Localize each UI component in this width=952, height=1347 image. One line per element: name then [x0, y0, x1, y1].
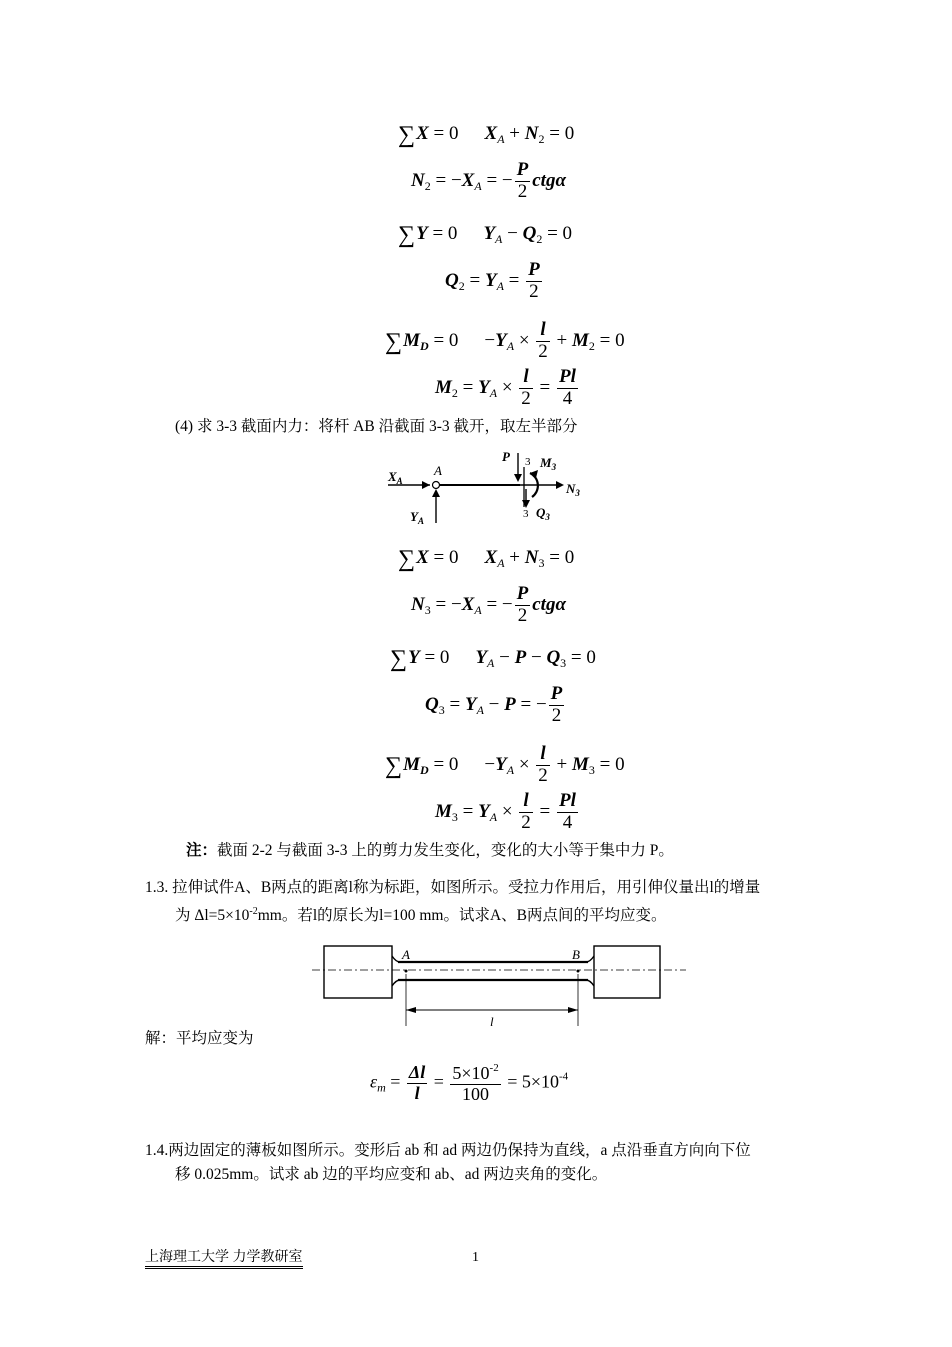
point-b [577, 970, 580, 973]
equation-sum-y-3: ∑Y = 0 $Y_A - P - Q_3 = 0$ [390, 646, 596, 672]
problem-1-3-line2: 为 $\Delta l=5\times 10^{-2}mm$。若l的原长为l=100 mm。试求A、B两点间的平均应变。 [175, 906, 667, 925]
equation-sum-x-2: ∑X = 0 $X_A + N_2 = 0$ [398, 122, 575, 148]
svg-text:Q3: $Q_3$ [536, 505, 550, 522]
equation-n2: $N_2 = -X_A$ = − $\frac{P}{2}$ ctgα [411, 159, 566, 202]
fig-label-a: A [402, 947, 410, 962]
equation-m3: $M_3 = Y_A$ × $\frac{l}{2}$ = $\frac{Pl}{4}$ [435, 790, 576, 833]
note-label: 注： [186, 842, 218, 859]
equation-sum-x-3: ∑X = 0 $X_A + N_3 = 0$ [398, 546, 575, 572]
free-body-diagram-3-3 [380, 445, 600, 530]
svg-text:XA: $X_A$ [388, 469, 403, 486]
solution-label: 解：平均应变为 [145, 1030, 254, 1047]
equation-m2: $M_2 = Y_A$ × $\frac{l}{2}$ = $\frac{Pl}{4}$ [435, 366, 576, 409]
svg-text:M3: $M_3$ [540, 455, 557, 472]
footer-institution: 上海理工大学 力学教研室 [145, 1250, 303, 1269]
note-paragraph [186, 840, 674, 862]
svg-text:3: 3 [525, 456, 531, 468]
equation-sum-y-2: ∑Y = 0 $Y_A - Q_2 = 0$ [398, 222, 573, 248]
right-grip [594, 946, 660, 998]
equation-sum-m-2: $\sum M_D = 0 -Y_A$ × $\frac{l}{2}$ + $M_2 = 0$ [385, 319, 625, 362]
equation-sum-m-3: $\sum M_D = 0 -Y_A$ × $\frac{l}{2}$ + $M_3 = 0$ [385, 743, 625, 786]
equation-q2: $Q_2 = Y_A$ = $\frac{P}{2}$ [445, 259, 540, 302]
left-grip [324, 946, 392, 998]
svg-text:YA: $Y_A$ [410, 509, 424, 526]
problem-1-4-line2: 移 0.025mm。试求 ab 边的平均应变和 ab、ad 两边夹角的变化。 [175, 1166, 608, 1183]
pin-a [433, 482, 440, 489]
point-a [405, 970, 408, 973]
problem-1-4-line1: 1.4.两边固定的薄板如图所示。变形后 ab 和 ad 两边仍保持为直线，a 点沿垂直方向向下位 [145, 1142, 751, 1159]
problem-1-3-line1: 1.3. 拉伸试件A、B两点的距离l称为标距，如图所示。受拉力作用后，用引伸仪量出l的增量 [145, 879, 761, 896]
footer-page-number: 1 [472, 1250, 479, 1265]
equation-q3: $Q_3 = Y_A - P$ = − $\frac{P}{2}$ [425, 683, 563, 726]
equation-average-strain: $\varepsilon_m$ = $\frac{\Delta l}{l}$ = $\frac{5\times 10^{-2}}{100}$ = $5\times 10^{-4}$ [370, 1062, 569, 1104]
svg-text:3: 3 [523, 508, 529, 520]
fig-label-l: l [490, 1014, 494, 1029]
fig-label-b: B [572, 947, 580, 962]
tensile-specimen-figure [310, 940, 690, 1030]
note-text: 截面 2-2 与截面 3-3 上的剪力发生变化，变化的大小等于集中力 P。 [217, 842, 674, 859]
svg-text:N3: $N_3$ [566, 481, 580, 498]
section-4-heading: (4) 求 3-3 截面内力：将杆 AB 沿截面 3-3 截开，取左半部分 [175, 418, 578, 435]
svg-text:P: P [502, 449, 510, 464]
equation-n3: $N_3 = -X_A$ = − $\frac{P}{2}$ ctgα [411, 583, 566, 626]
svg-text:A: A [434, 463, 442, 478]
